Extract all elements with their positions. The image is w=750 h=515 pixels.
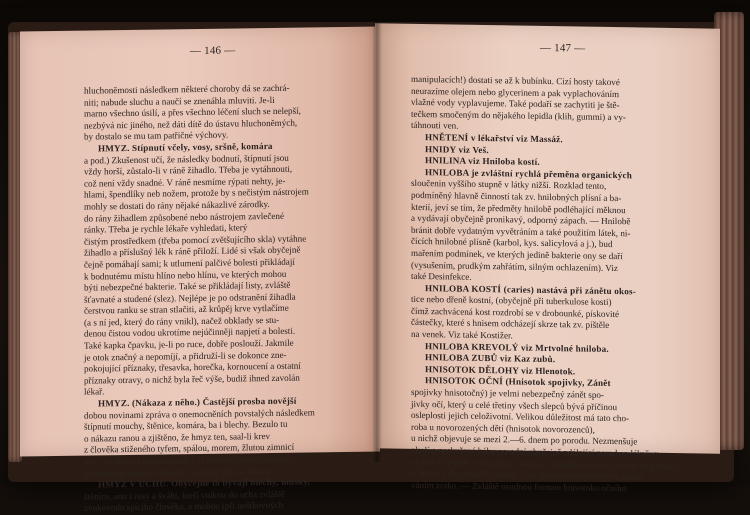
text-line: šťavnaté a studené (slez). Nejlépe je po odstranění žihadla <box>84 291 296 305</box>
text-line: podmíněný hlavně činností tak zv. hnilobných plísní a ba- <box>411 189 622 204</box>
text-line: (a s ní jed, který do rány vnikl), načež obklady se stu- <box>84 314 280 328</box>
text-line: HNĚTENÍ v lékařství viz Massáž. <box>425 132 563 145</box>
text-line: sloučenin vyššího stupně v látky nižší. Rozklad tento, <box>411 178 607 192</box>
text-line: hlami, špendlíky neb nožem, protože by s nečistým nástrojem <box>84 186 309 200</box>
text-line: částečky, které s hnisem odcházejí skrze tak zv. píštěle <box>411 317 610 331</box>
text-line: by dostalo se mu tam patřičné výchovy. <box>84 129 229 142</box>
text-line: marno všechno úsilí, a přes všechno léčení sluch se nelepší, <box>84 105 301 119</box>
text-line: váním zraku. — Zvláště osudnou formou hnisotoku očního <box>411 479 627 494</box>
right-page <box>375 23 720 494</box>
text-line: HNILOBA KREVOLÝ viz Mrtvolné hniloba. <box>425 340 609 354</box>
text-line: vždy horší, zůstalo-li v ráně žihadlo. Třeba je vytáhnouti, <box>84 163 293 177</box>
text-line: býti nebezpečné bakterie. Také se přikládají listy, zvláště <box>84 279 291 293</box>
text-line: niti; nabude sluchu a naučí se znenáhla mluviti. Je-li <box>84 94 275 108</box>
text-line: manipulacích!) dostati se až k bubínku. Cizí hosty takové <box>411 73 620 88</box>
book-gutter <box>372 22 382 462</box>
text-line: jivky očí, který u celé třetiny všech slepců bývá příčinou <box>411 398 618 412</box>
text-line: táhnouti ven. <box>411 120 459 131</box>
text-line: HNILOBA je zvláštní rychlá přeměna organických <box>425 166 632 181</box>
left-page-text <box>84 82 352 515</box>
text-line: což není vždy snadné. V ráně nesmíme rýpati nehty, je- <box>84 175 286 189</box>
text-line: roba u novorozených dětí (hnisotok novorozenců), <box>411 421 595 435</box>
text-line: Také kapka čpavku, je-li po ruce, dobře poslouží. Jakmile <box>84 337 294 351</box>
text-line: HNILOBA KOSTÍ (caries) nastává při zánětu okos- <box>425 282 636 297</box>
text-line: čistým prostředkem (třeba pomocí zvětšujícího skla) vytáhne <box>84 233 307 247</box>
text-line: HNILINA viz Hniloba kostí. <box>425 155 540 168</box>
text-line: u lékaře v čas, končívá téměř vždy úplným uzdravením a zacho- <box>411 468 646 482</box>
text-line: HNIDY viz Veš. <box>425 143 489 155</box>
text-line: jež vočkujo jinému člověku, na jehož tělo se dostal. <box>84 465 272 479</box>
text-line: do rány žihadlem způsobené nebo nástrojem zavlečené <box>84 210 284 224</box>
text-line: také Desinfekce. <box>411 270 472 282</box>
text-line: hluchoněmosti následkem některé choroby dá se zachrá- <box>84 82 290 96</box>
text-line: a vydávají obyčejně pronikavý, odporný zápach. — Hnilobě <box>411 212 631 227</box>
text-line: žihadlo a příslušný lék k ráně přiloží. Lidé si však obyčejně <box>84 244 301 258</box>
text-line: atd., nějaký čas chová zárodky té choroby života schopné, <box>84 453 296 467</box>
text-line: vlažné vody vyplavujeme. Také podaří se zachytiti je ště- <box>411 97 620 111</box>
text-line: zvukovodu spícího člověka, a mohou (při nešikovných <box>84 500 284 513</box>
text-line: bránit dobře vydatným vyvětráním a také použitím látek, ni- <box>411 224 631 239</box>
text-line: osleplosti jejich celoživotní. Velikou důležitost má tato cho- <box>411 410 630 424</box>
text-line: čejně pomáhají sami; k utlumení palčivé bolesti přikládají <box>84 256 295 270</box>
text-line: o nákazu ranou a zjištěno, že hmyz ten, saal-li krev <box>84 430 271 444</box>
text-line: okolí a neskušené báby porodní obyčejně zdálající porady a lékařem, <box>411 444 662 459</box>
text-line: kterií, jeví se tím, že předměty hnilobě podléhající měknou <box>411 201 626 215</box>
text-line: a pod.) Zkušenost učí, že následky bodnutí, štípnutí jsou <box>84 152 289 166</box>
left-page-number: — 146 — <box>190 44 236 58</box>
text-line: příznaky otravy, o nichž byla řeč výše, budiž ihned zavolán <box>84 372 300 386</box>
left-page <box>20 26 380 513</box>
text-line: denou čistou vodou ukrotíme nejúčinněji napjetí a bolesti. <box>84 326 296 340</box>
text-line: neurazíme olejem nebo glycerinem a pak vyplachováním <box>411 85 620 99</box>
text-line: u nichž objevuje se mezi 2.—6. dnem po porodu. Nezmenšuje <box>411 433 638 447</box>
text-line: lékař. <box>84 386 105 398</box>
text-line: HMYZ V UCHU. Obyčejně to bývají blechy, mušky, <box>98 476 310 490</box>
text-line: HNILOBA ZUBŮ viz Kaz zubů. <box>425 352 556 365</box>
text-line: čících hnilobné plísně (karbol, kys. salicylová a j.), bud <box>411 236 613 250</box>
text-line: na venek. Viz také Kostižer. <box>411 328 513 341</box>
text-line: mohly se dostati do rány nějaké nákazlivé zárodky. <box>84 198 270 212</box>
text-line: štípnutí mouchy, štěnice, komára, ba i blechy. Bezulo tu <box>84 418 288 432</box>
text-line: HMYZ. (Nákaza z něho.) Častější prosba novější <box>98 395 297 409</box>
text-line: HNISOTOK OČNÍ (Hnisotok spojivky, Zánět <box>425 375 611 389</box>
text-line: k bodnutému místu hlíno nebo hlínu, ve kterých mohou <box>84 268 287 282</box>
text-line: HNISOTOK DĚLOHY viz Hlenotok. <box>425 363 576 377</box>
right-page-text <box>411 74 696 496</box>
text-line: až jest již pozdě, velmi často nastává vyhladňování oka, ač nic se pomoci <box>411 456 678 471</box>
text-line: ránky. Třeba je rychle lékaře vyhledati, který <box>84 222 248 235</box>
text-line: tice nebo dřeně kostní, (obyčejně při tuberkulose kosti) <box>411 294 612 308</box>
text-line: štěnice, ano i rusy a švábi, kteří vnikou do ucha zvláště <box>84 488 285 502</box>
text-line: čerstvou ranku se stran stlačiti, až krůpěj krve vytlačíme <box>84 303 289 316</box>
text-line: dobou novinami zpráva o onemocněních povstalých následkem <box>84 407 315 421</box>
text-line: pokojující příznaky, třesavka, horečka, kornoucení a ostatní <box>84 360 301 374</box>
text-line: je otok značný a nepomíjí, a přidruží-li se dokonce zne- <box>84 349 287 363</box>
text-line: HMYZ. Stípnutí včely, vosy, sršně, komára <box>98 140 273 154</box>
text-line: mařením podmínek, ve kterých jedině bakterie ony se daří <box>411 247 623 262</box>
text-line: spojivky hnisotočný) je velmi nebezpečný zánět spo- <box>411 386 604 400</box>
text-line: nezbývá nic jiného, než dáti dítě do ústavu hluchoněmých, <box>84 117 298 131</box>
text-line: (vysušením, prudkým zahřátím, silným ochlazením). Viz <box>411 259 618 273</box>
text-line: tečkem smočeným do nějakého lepidla (klih, gummi) a vy- <box>411 108 626 123</box>
text-line: z člověka stiženého tyfem, spálou, morem, žlutou zimnicí <box>84 442 295 456</box>
right-page-number: — 147 — <box>540 41 586 55</box>
text-line: čímž zachvácená kost rozdrobí se v drobounké, pískovité <box>411 305 620 319</box>
